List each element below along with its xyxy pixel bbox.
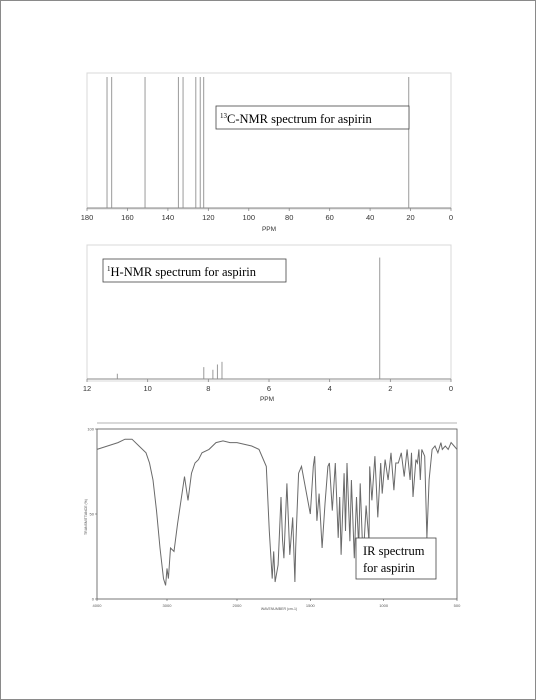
c13-peaks	[107, 77, 409, 208]
c13-tick-label: 60	[325, 213, 334, 222]
ir-x-tick-label: 1000	[379, 603, 389, 608]
ir-caption-line-2: for aspirin	[363, 561, 415, 575]
c13-tick-label: 20	[406, 213, 415, 222]
ir-caption-line-1: IR spectrum	[363, 544, 425, 558]
c13-nmr-chart	[81, 73, 453, 233]
ir-y-tick-label: 50	[89, 511, 94, 517]
h1-caption-sup: 1	[107, 265, 111, 273]
h1-tick-label: 6	[266, 384, 272, 393]
ir-x-axis-label: WAVENUMBER (cm-1)	[260, 607, 298, 611]
c13-caption-text: C-NMR spectrum for aspirin	[227, 112, 372, 126]
h1-x-axis-label: PPM	[259, 396, 275, 403]
h1-tick-label: 8	[206, 384, 211, 393]
ir-ticks	[87, 427, 461, 609]
ir-x-tick-label: 2000	[232, 603, 242, 608]
c13-tick-label: 40	[365, 213, 375, 222]
c13-tick-label: 160	[121, 213, 134, 222]
c13-tick-label: 0	[448, 213, 454, 222]
h1-nmr-chart	[83, 245, 453, 403]
h1-tick-label: 0	[448, 384, 454, 393]
ir-y-tick-label: 100	[87, 426, 94, 432]
c13-tick-label: 140	[161, 213, 175, 222]
h1-caption	[107, 265, 257, 279]
c13-tick-label: 100	[242, 213, 256, 222]
h1-tick-label: 4	[327, 384, 332, 393]
ir-x-tick-label: 1500	[305, 603, 315, 608]
c13-x-axis-label: PPM	[261, 226, 277, 233]
h1-tick-label: 2	[388, 384, 393, 393]
h1-tick-label: 10	[143, 384, 152, 393]
c13-caption	[220, 112, 373, 126]
h1-tick-label: 12	[82, 384, 92, 393]
ir-x-tick-label: 500	[453, 603, 461, 608]
ir-x-tick-label: 3000	[162, 603, 172, 608]
c13-tick-label: 180	[80, 213, 94, 222]
h1-caption-text: H-NMR spectrum for aspirin	[110, 265, 256, 279]
c13-tick-label: 80	[285, 213, 294, 222]
c13-caption-sup: 13	[220, 112, 227, 120]
ir-y-axis-label: TRANSMITTANCE (%)	[84, 499, 88, 535]
c13-plot-frame	[87, 73, 451, 209]
ir-chart	[84, 423, 461, 611]
ir-x-tick-label: 4000	[92, 603, 102, 608]
c13-ticks	[81, 208, 453, 222]
ir-y-tick-label: 0	[91, 596, 94, 602]
c13-tick-label: 120	[202, 213, 215, 222]
spectra-canvas	[1, 1, 535, 699]
